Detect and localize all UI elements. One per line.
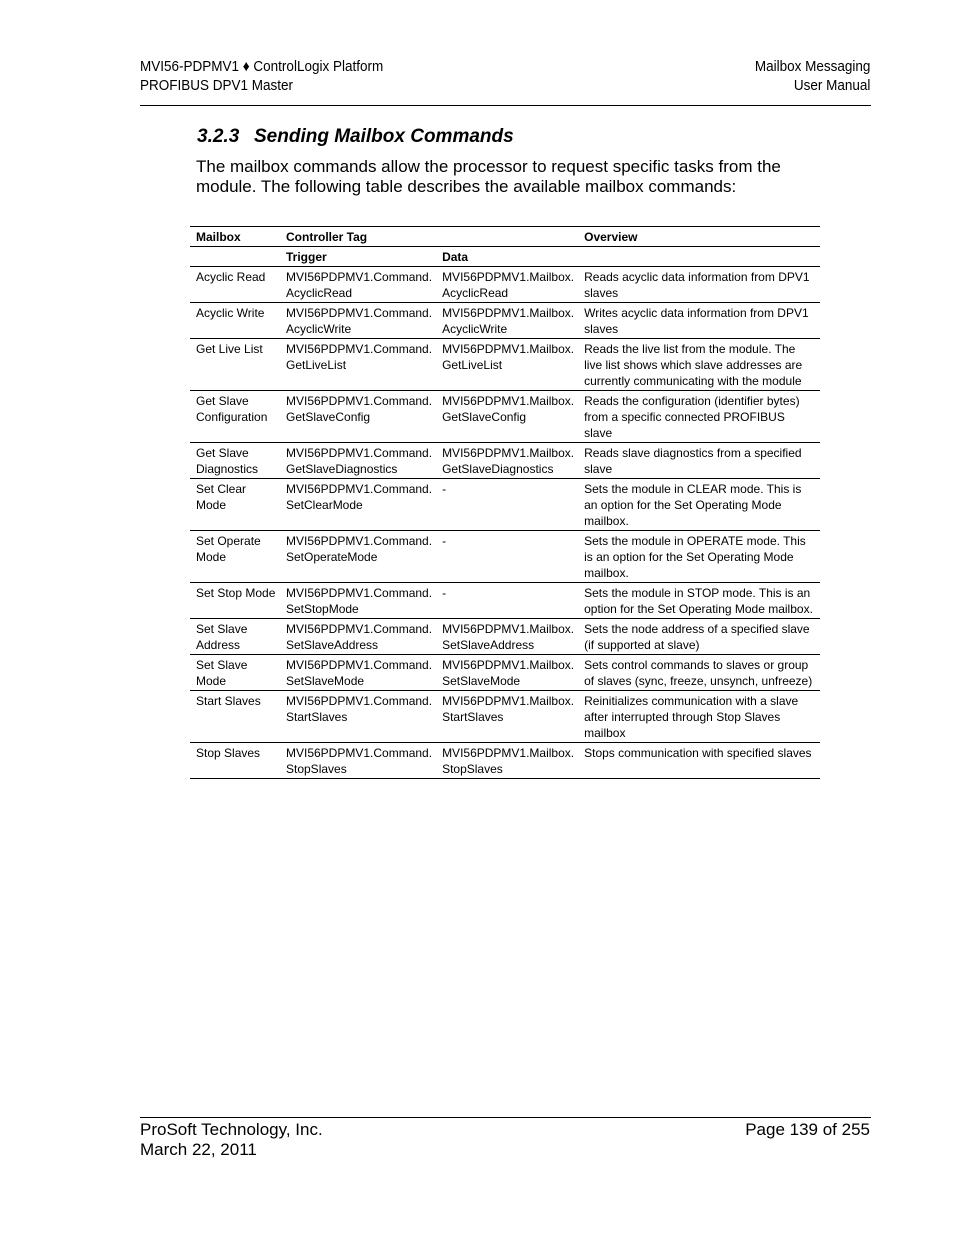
trigger-tag-cell: MVI56PDPMV1.Command. StopSlaves (280, 743, 436, 779)
footer-page-number: Page 139 of 255 (745, 1120, 870, 1139)
table-row (190, 443, 820, 479)
table-row (190, 391, 820, 443)
overview-cell: Sets the module in STOP mode. This is an option for the Set Operating Mode mailbox. (578, 583, 820, 619)
table-row (190, 619, 820, 655)
overview-cell: Sets the module in OPERATE mode. This is an option for the Set Operating Mode mailbox. (578, 531, 820, 583)
trigger-tag-cell: MVI56PDPMV1.Command. SetSlaveMode (280, 655, 436, 691)
mailbox-cell: Acyclic Read (190, 267, 280, 303)
col-header-data: Data (436, 247, 578, 267)
mailbox-cell: Get Live List (190, 339, 280, 391)
header-doc-type: User Manual (793, 77, 870, 94)
header-product-subtitle: PROFIBUS DPV1 Master (140, 77, 294, 94)
mailbox-cell: Get Slave Diagnostics (190, 443, 280, 479)
table-row (190, 691, 820, 743)
table-row (190, 743, 820, 779)
table-row (190, 267, 820, 303)
overview-cell: Sets control commands to slaves or group of slaves (sync, freeze, unsynch, unfreeze) (578, 655, 820, 691)
table-body (190, 267, 820, 779)
overview-cell: Writes acyclic data information from DPV1 slaves (578, 303, 820, 339)
header-left (140, 57, 383, 95)
mailbox-cell: Start Slaves (190, 691, 280, 743)
data-tag-cell: MVI56PDPMV1.Mailbox. StartSlaves (436, 691, 578, 743)
header-divider (140, 105, 871, 106)
table-row (190, 583, 820, 619)
mailbox-cell: Set Stop Mode (190, 583, 280, 619)
data-tag-cell: MVI56PDPMV1.Mailbox. AcyclicWrite (436, 303, 578, 339)
data-tag-cell: - (436, 479, 578, 531)
table-row (190, 479, 820, 531)
trigger-tag-cell: MVI56PDPMV1.Command. AcyclicWrite (280, 303, 436, 339)
trigger-tag-cell: MVI56PDPMV1.Command. GetSlaveDiagnostics (280, 443, 436, 479)
footer-divider (140, 1117, 871, 1118)
table-row (190, 531, 820, 583)
trigger-tag-cell: MVI56PDPMV1.Command. SetOperateMode (280, 531, 436, 583)
data-tag-cell: - (436, 531, 578, 583)
table-subheader-row (190, 247, 820, 267)
overview-cell: Reinitializes communication with a slave after interrupted through Stop Slaves mailbox (578, 691, 820, 743)
col-header-overview: Overview (578, 227, 820, 247)
mailbox-cell: Stop Slaves (190, 743, 280, 779)
overview-cell: Reads the live list from the module. The live list shows which slave addresses are currently communicating with the module (578, 339, 820, 391)
overview-cell: Reads slave diagnostics from a specified slave (578, 443, 820, 479)
trigger-tag-cell: MVI56PDPMV1.Command. AcyclicRead (280, 267, 436, 303)
table-row (190, 655, 820, 691)
header-right (754, 57, 870, 95)
col-header-controller-tag: Controller Tag (280, 227, 578, 247)
trigger-tag-cell: MVI56PDPMV1.Command. SetStopMode (280, 583, 436, 619)
data-tag-cell: MVI56PDPMV1.Mailbox. StopSlaves (436, 743, 578, 779)
mailbox-commands-table (190, 226, 820, 779)
data-tag-cell: MVI56PDPMV1.Mailbox. GetSlaveDiagnostics (436, 443, 578, 479)
footer-company: ProSoft Technology, Inc. (140, 1120, 323, 1139)
footer-left (140, 1120, 323, 1160)
data-tag-cell: MVI56PDPMV1.Mailbox. SetSlaveAddress (436, 619, 578, 655)
data-tag-cell: MVI56PDPMV1.Mailbox. GetSlaveConfig (436, 391, 578, 443)
header-product-title: MVI56-PDPMV1 ♦ ControlLogix Platform (140, 58, 384, 75)
data-tag-cell: MVI56PDPMV1.Mailbox. GetLiveList (436, 339, 578, 391)
mailbox-cell: Set Clear Mode (190, 479, 280, 531)
mailbox-cell: Set Slave Mode (190, 655, 280, 691)
section-heading (197, 126, 514, 148)
overview-cell: Reads the configuration (identifier bytes) from a specific connected PROFIBUS slave (578, 391, 820, 443)
col-header-trigger: Trigger (280, 247, 436, 267)
table-row (190, 339, 820, 391)
trigger-tag-cell: MVI56PDPMV1.Command. GetSlaveConfig (280, 391, 436, 443)
overview-cell: Reads acyclic data information from DPV1 slaves (578, 267, 820, 303)
overview-cell: Sets the module in CLEAR mode. This is an option for the Set Operating Mode mailbox. (578, 479, 820, 531)
data-tag-cell: MVI56PDPMV1.Mailbox. SetSlaveMode (436, 655, 578, 691)
table-row (190, 303, 820, 339)
trigger-tag-cell: MVI56PDPMV1.Command. GetLiveList (280, 339, 436, 391)
trigger-tag-cell: MVI56PDPMV1.Command. SetSlaveAddress (280, 619, 436, 655)
mailbox-cell: Set Slave Address (190, 619, 280, 655)
overview-cell: Sets the node address of a specified slave (if supported at slave) (578, 619, 820, 655)
trigger-tag-cell: MVI56PDPMV1.Command. StartSlaves (280, 691, 436, 743)
data-tag-cell: MVI56PDPMV1.Mailbox. AcyclicRead (436, 267, 578, 303)
header-chapter: Mailbox Messaging (754, 58, 870, 75)
data-tag-cell: - (436, 583, 578, 619)
mailbox-cell: Get Slave Configuration (190, 391, 280, 443)
col-header-mailbox: Mailbox (190, 227, 280, 247)
mailbox-cell: Set Operate Mode (190, 531, 280, 583)
footer-date: March 22, 2011 (140, 1140, 257, 1159)
intro-paragraph: The mailbox commands allow the processor to request specific tasks from the module. The following table describes the available mailbox commands: (196, 157, 781, 196)
section-title: Sending Mailbox Commands (254, 126, 514, 147)
table-header-row (190, 227, 820, 247)
trigger-tag-cell: MVI56PDPMV1.Command. SetClearMode (280, 479, 436, 531)
section-number: 3.2.3 (197, 126, 240, 147)
footer-right (745, 1120, 870, 1140)
mailbox-cell: Acyclic Write (190, 303, 280, 339)
overview-cell: Stops communication with specified slaves (578, 743, 820, 779)
